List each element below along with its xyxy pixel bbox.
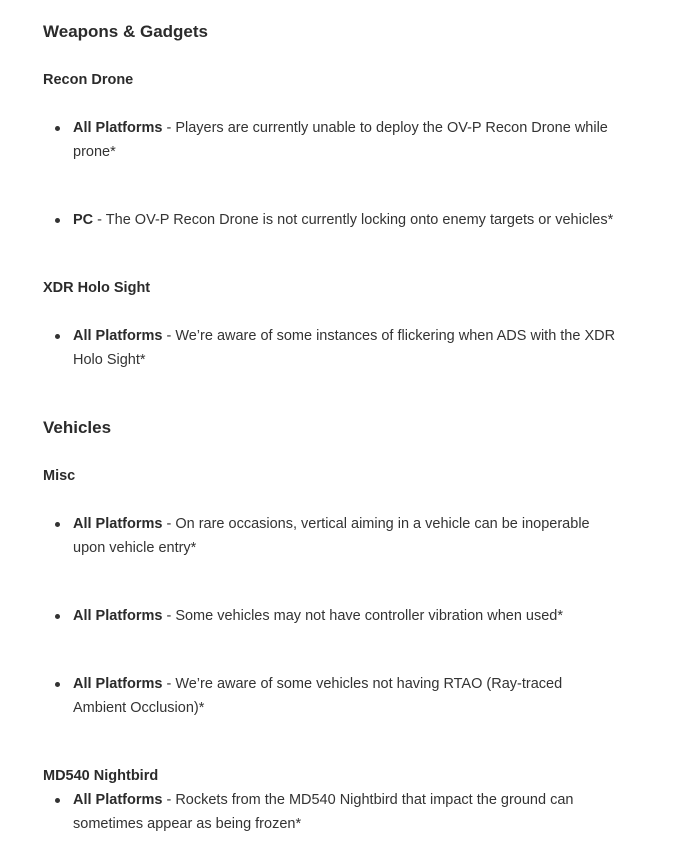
issue-text: - Players are currently unable to deploy the OV-P Recon Drone while prone* — [73, 120, 608, 160]
bullet-icon — [55, 798, 60, 803]
bullet-icon — [55, 682, 60, 687]
list-item — [73, 788, 618, 836]
list-item — [73, 672, 618, 720]
platform-label: PC — [73, 212, 94, 228]
issue-text: - Some vehicles may not have controller vibration when used* — [162, 608, 563, 624]
issue-text: - We’re aware of some vehicles not having RTAO (Ray-traced Ambient Occlusion)* — [73, 676, 563, 716]
platform-label: All Platforms — [73, 328, 163, 344]
issue-text: - The OV-P Recon Drone is not currently locking onto enemy targets or vehicles* — [93, 212, 614, 228]
platform-label: All Platforms — [73, 608, 163, 624]
platform-label: All Platforms — [73, 676, 163, 692]
platform-label: All Platforms — [73, 120, 163, 136]
issue-text: - Rockets from the MD540 Nightbird that impact the ground can sometimes appear as being frozen* — [73, 792, 574, 832]
issue-text: - We’re aware of some instances of flickering when ADS with the XDR Holo Sight* — [73, 328, 616, 368]
subheading-recon-drone: Recon Drone — [43, 72, 134, 88]
list-item — [73, 208, 618, 232]
bullet-icon — [55, 334, 60, 339]
list-item — [73, 116, 618, 164]
platform-label: All Platforms — [73, 792, 163, 808]
issue-text: - On rare occasions, vertical aiming in a vehicle can be inoperable upon vehicle entry* — [73, 516, 590, 556]
bullet-icon — [55, 126, 60, 131]
list-item — [73, 512, 618, 560]
bullet-icon — [55, 522, 60, 527]
subheading-misc: Misc — [43, 468, 76, 484]
bullet-icon — [55, 614, 60, 619]
section-heading-vehicles: Vehicles — [43, 418, 112, 437]
subheading-xdr-holo-sight: XDR Holo Sight — [43, 280, 151, 296]
platform-label: All Platforms — [73, 516, 163, 532]
section-heading-weapons-gadgets: Weapons & Gadgets — [43, 22, 208, 41]
list-item — [73, 604, 618, 628]
list-item — [73, 324, 618, 372]
bullet-icon — [55, 218, 60, 223]
subheading-md540-nightbird: MD540 Nightbird — [43, 768, 159, 784]
